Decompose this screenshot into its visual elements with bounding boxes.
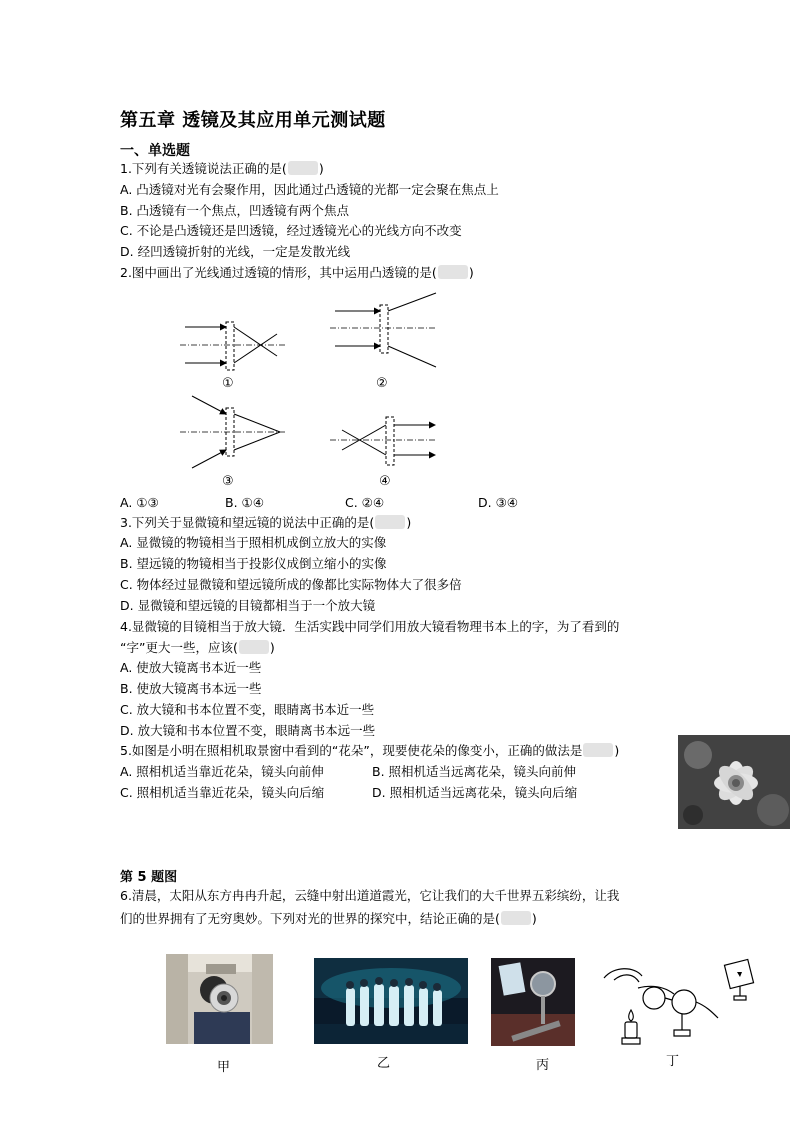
q3-stem-text: 3.下列关于显微镜和望远镜的说法中正确的是(	[120, 515, 375, 530]
figure-4-convex-lens	[330, 417, 435, 465]
q5-option-d: D. 照相机适当远离花朵，镜头向后缩	[372, 785, 578, 800]
q3-option-c: C. 物体经过显微镜和望远镜所成的像都比实际物体大了很多倍	[120, 577, 462, 592]
figure-4-label: ④	[379, 474, 391, 489]
q1-option-c: C. 不论是凸透镜还是凹透镜，经过透镜光心的光线方向不改变	[120, 223, 462, 238]
q3-option-d: D. 显微镜和望远镜的目镜都相当于一个放大镜	[120, 598, 376, 613]
q4-option-a: A. 使放大镜离书本近一些	[120, 660, 262, 675]
question-6-stem-line1: 6.清晨，太阳从东方冉冉升起，云缝中射出道道霞光，它让我们的大千世界五彩缤纷，让我	[120, 888, 620, 903]
answer-blank[interactable]	[239, 640, 269, 654]
lens-ray-diagrams	[170, 290, 450, 490]
q5-stem-close: )	[614, 743, 620, 758]
q4-option-d: D. 放大镜和书本位置不变，眼睛离书本远一些	[120, 723, 376, 738]
figure-5-caption: 第 5 题图	[120, 870, 178, 885]
figure-3-concave-lens	[180, 396, 285, 468]
question-2-stem	[120, 264, 474, 282]
question-4-stem-line1: 4.显微镜的目镜相当于放大镜．生活实践中同学们用放大镜看物理书本上的字，为了看到的	[120, 619, 620, 634]
q5-option-a: A. 照相机适当靠近花朵，镜头向前伸	[120, 764, 324, 779]
answer-blank[interactable]	[501, 911, 531, 925]
figure-1-label: ①	[222, 376, 234, 391]
answer-blank[interactable]	[288, 161, 318, 175]
answer-blank[interactable]	[375, 515, 405, 529]
question-5-stem	[120, 742, 619, 760]
q2-stem-text: 2.图中画出了光线通过透镜的情形，其中运用凸透镜的是(	[120, 265, 437, 280]
q4-option-c: C. 放大镜和书本位置不变，眼睛离书本近一些	[120, 702, 375, 717]
q5-option-c: C. 照相机适当靠近花朵，镜头向后缩	[120, 785, 325, 800]
caption-bing: 丙	[536, 1058, 550, 1073]
q6-stem-text: 们的世界拥有了无穷奥妙。下列对光的世界的探究中，结论正确的是(	[120, 911, 500, 926]
caption-jia: 甲	[217, 1060, 231, 1075]
q1-option-b: B. 凸透镜有一个焦点，凹透镜有两个焦点	[120, 203, 350, 218]
answer-blank[interactable]	[438, 265, 468, 279]
q4-stem-close: )	[269, 640, 275, 655]
question-4-stem-line2	[120, 639, 275, 657]
q2-option-a: A. ①③	[120, 495, 159, 510]
q3-option-a: A. 显微镜的物镜相当于照相机成倒立放大的实像	[120, 535, 387, 550]
photo-jia-astronaut	[166, 954, 273, 1044]
section-heading: 一、单选题	[120, 143, 190, 159]
photo-bing-lens	[491, 958, 575, 1046]
q4-option-b: B. 使放大镜离书本远一些	[120, 681, 262, 696]
q3-option-b: B. 望远镜的物镜相当于投影仪成倒立缩小的实像	[120, 556, 387, 571]
q3-stem-close: )	[406, 515, 412, 530]
q2-option-c: C. ②④	[345, 495, 385, 510]
q2-option-b: B. ①④	[225, 495, 264, 510]
q1-stem-close: )	[318, 161, 324, 176]
question-1-stem	[120, 160, 324, 178]
answer-blank[interactable]	[583, 743, 613, 757]
q5-stem-text: 5.如图是小明在照相机取景窗中看到的“花朵”，现要使花朵的像变小，正确的做法是	[120, 743, 583, 758]
flower-photo	[678, 735, 790, 829]
q6-stem-close: )	[531, 911, 537, 926]
figure-2-concave-lens	[330, 293, 436, 367]
q1-option-a: A. 凸透镜对光有会聚作用，因此通过凸透镜的光都一定会聚在焦点上	[120, 182, 499, 197]
figure-2-label: ②	[376, 376, 388, 391]
question-3-stem	[120, 514, 411, 532]
q2-stem-close: )	[468, 265, 474, 280]
q2-option-d: D. ③④	[478, 495, 518, 510]
q5-option-b: B. 照相机适当远离花朵，镜头向前伸	[372, 764, 577, 779]
page-title: 第五章 透镜及其应用单元测试题	[120, 110, 386, 131]
q4-stem-text: “字”更大一些，应该(	[120, 640, 238, 655]
figure-3-label: ③	[222, 474, 234, 489]
drawing-ding-experiment	[594, 958, 759, 1050]
question-6-stem-line2	[120, 910, 537, 928]
caption-yi: 乙	[377, 1056, 391, 1071]
photo-yi-dance	[314, 958, 468, 1044]
q1-stem-text: 1.下列有关透镜说法正确的是(	[120, 161, 287, 176]
caption-ding: 丁	[666, 1054, 680, 1069]
figure-1-convex-lens	[180, 322, 285, 370]
q1-option-d: D. 经凹透镜折射的光线，一定是发散光线	[120, 244, 351, 259]
